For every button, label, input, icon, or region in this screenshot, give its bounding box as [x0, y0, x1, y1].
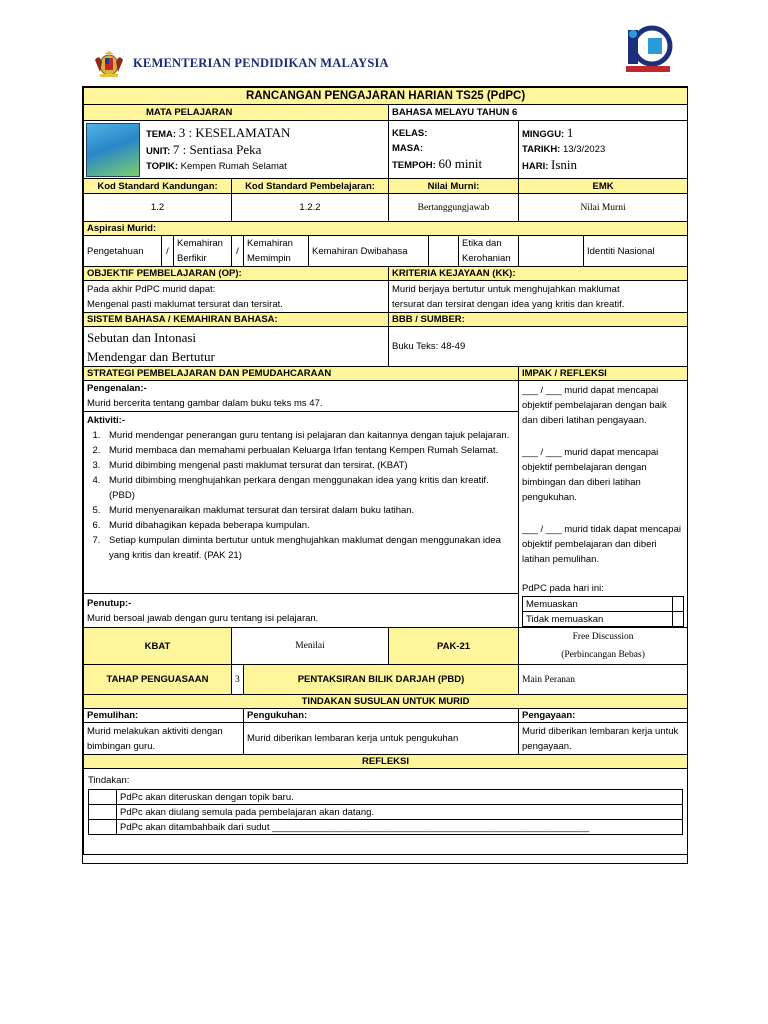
- jata-negara-crest-icon: [92, 50, 126, 78]
- objektif-line-1: Pada akhir PdPC murid dapat:: [87, 283, 216, 295]
- pdpc-rating-table: [522, 596, 684, 627]
- kriteria-content: [389, 281, 688, 313]
- rph-form: [82, 86, 688, 864]
- pemulihan-text: Murid melakukan aktiviti dengan bimbingan guru.: [84, 723, 244, 755]
- ministry-title: KEMENTERIAN PENDIDIKAN MALAYSIA: [133, 56, 389, 70]
- pak21-value: [519, 628, 688, 665]
- hari-label: HARI:: [522, 161, 549, 172]
- tarikh-value: 13/3/2023: [562, 144, 606, 155]
- minggu-tarikh-hari-cell: [519, 121, 688, 179]
- sistem-bahasa-content: [84, 327, 389, 367]
- unit-value: 7 : Sentiasa Peka: [172, 142, 262, 157]
- aspirasi-dwibahasa-mark: [429, 236, 459, 267]
- aktiviti-item: 6. Murid dibahagikan kepada beberapa kumpulan.: [103, 518, 515, 533]
- strategi-header: STRATEGI PEMBELAJARAN DAN PEMUDAHCARAAN: [84, 367, 519, 381]
- aktiviti-label: Aktiviti:-: [87, 415, 125, 426]
- form-title: RANCANGAN PENGAJARAN HARIAN TS25 (PdPC): [84, 88, 688, 105]
- aktiviti-item: 2. Murid membaca dan memahami perbualan Keluarga Irfan tentang Kempen Rumah Selamat.: [103, 443, 515, 458]
- pemulihan-label: Pemulihan:: [84, 709, 244, 723]
- emk-header: EMK: [519, 179, 688, 194]
- kod-standard-kandungan-value: 1.2: [84, 194, 232, 222]
- memuaskan-checkbox[interactable]: [673, 597, 684, 612]
- kbat-label: KBAT: [84, 628, 232, 665]
- aktiviti-item: 5. Murid menyenaraikan maklumat tersurat dan tersirat dalam buku latihan.: [103, 503, 515, 518]
- aspirasi-kemahiran-dwibahasa: Kemahiran Dwibahasa: [309, 236, 429, 267]
- refleksi-options-table: [88, 789, 683, 835]
- pak21-value-line-2: (Perbincangan Bebas): [561, 650, 645, 660]
- aspirasi-etika-kerohanian: Etika dan Kerohanian: [459, 236, 519, 267]
- ts25-logo-icon: [622, 24, 674, 76]
- tema-label: TEMA:: [146, 129, 177, 140]
- textbook-cover-image: [86, 123, 140, 177]
- memuaskan-label: Memuaskan: [523, 597, 673, 612]
- tempoh-label: TEMPOH:: [392, 160, 436, 171]
- impak-cell: [519, 381, 688, 628]
- aspirasi-kemahiran-berfikir-mark: /: [232, 236, 244, 267]
- aspirasi-pengetahuan-mark: /: [162, 236, 174, 267]
- sistem-bahasa-line-1: Sebutan dan Intonasi: [87, 329, 197, 345]
- refleksi-checkbox[interactable]: [89, 820, 117, 835]
- sistem-bahasa-header: SISTEM BAHASA / KEMAHIRAN BAHASA:: [84, 313, 389, 327]
- tidak-memuaskan-checkbox[interactable]: [673, 612, 684, 627]
- refleksi-checkbox[interactable]: [89, 790, 117, 805]
- hari-value: Isnin: [551, 157, 578, 172]
- refleksi-checkbox[interactable]: [89, 805, 117, 820]
- impak-pengukuhan: ___ / ___ murid dapat mencapai objektif pembelajaran dengan bimbingan dan diberi latihan pengukuhan.: [522, 447, 659, 503]
- unit-label: UNIT:: [146, 146, 171, 157]
- pengukuhan-label: Pengukuhan:: [244, 709, 519, 723]
- refleksi-option: PdPc akan diteruskan dengan topik baru.: [117, 790, 683, 805]
- aktiviti-cell: [84, 412, 519, 594]
- pengayaan-label: Pengayaan:: [519, 709, 688, 723]
- aspirasi-pengetahuan: Pengetahuan: [84, 236, 162, 267]
- tindakan-label: Tindakan:: [88, 775, 130, 786]
- topik-value: Kempen Rumah Selamat: [180, 161, 287, 172]
- bbb-sumber-header: BBB / SUMBER:: [389, 313, 688, 327]
- kod-standard-pembelajaran-header: Kod Standard Pembelajaran:: [232, 179, 389, 194]
- objektif-header: OBJEKTIF PEMBELAJARAN (OP):: [84, 267, 389, 281]
- pdpc-hari-ini-label: PdPC pada hari ini:: [522, 583, 604, 594]
- tindakan-susulan-header: TINDAKAN SUSULAN UNTUK MURID: [84, 695, 688, 709]
- masa-label: MASA:: [392, 143, 424, 154]
- mata-pelajaran-label: MATA PELAJARAN: [84, 105, 389, 121]
- kriteria-line-1: Murid berjaya bertutur untuk menghujahkan maklumat: [392, 283, 620, 295]
- subject-name: BAHASA MELAYU TAHUN 6: [389, 105, 688, 121]
- pengenalan-cell: [84, 381, 519, 412]
- pengukuhan-text: Murid diberikan lembaran kerja untuk pengukuhan: [244, 723, 519, 755]
- pengenalan-text: Murid bercerita tentang gambar dalam buku teks ms 47.: [87, 398, 323, 409]
- kelas-masa-tempoh-cell: [389, 121, 519, 179]
- minggu-value: 1: [566, 125, 574, 140]
- kod-standard-kandungan-header: Kod Standard Kandungan:: [84, 179, 232, 194]
- pbd-label: PENTAKSIRAN BILIK DARJAH (PBD): [244, 665, 519, 695]
- refleksi-option: PdPc akan ditambahbaik dari sudut ____________________________________________________________: [117, 820, 683, 835]
- aktiviti-item: 7. Setiap kumpulan diminta bertutur untuk menghujahkan maklumat dengan menggunakan idea yang kritis dan kreatif. (PAK 21): [103, 533, 515, 563]
- pak21-label: PAK-21: [389, 628, 519, 665]
- kelas-label: KELAS:: [392, 128, 428, 139]
- tahap-penguasaan-value: 3: [232, 665, 244, 695]
- kod-standard-pembelajaran-value: 1.2.2: [232, 194, 389, 222]
- refleksi-cell: [84, 769, 688, 855]
- penutup-label: Penutup:-: [87, 597, 132, 609]
- sistem-bahasa-line-2: Mendengar dan Bertutur: [87, 348, 215, 364]
- rph-table: [83, 87, 688, 855]
- tema-value: 3 : KESELAMATAN: [178, 125, 291, 140]
- aspirasi-etika-mark: [519, 236, 584, 267]
- aspirasi-murid-header: Aspirasi Murid:: [84, 222, 688, 236]
- aktiviti-list: [87, 428, 515, 563]
- nilai-murni-value: Bertanggungjawab: [389, 194, 519, 222]
- tidak-memuaskan-label: Tidak memuaskan: [523, 612, 673, 627]
- objektif-line-2: Mengenal pasti maklumat tersurat dan tersirat.: [87, 298, 283, 310]
- refleksi-header: REFLEKSI: [84, 755, 688, 769]
- topik-label: TOPIK:: [146, 161, 179, 172]
- penutup-cell: [84, 594, 519, 628]
- tahap-penguasaan-label: TAHAP PENGUASAAN: [84, 665, 232, 695]
- pak21-value-line-1: Free Discussion: [572, 632, 634, 642]
- minggu-label: MINGGU:: [522, 129, 565, 140]
- pengayaan-text: Murid diberikan lembaran kerja untuk pengayaan.: [519, 723, 688, 755]
- refleksi-option: PdPc akan diulang semula pada pembelajaran akan datang.: [117, 805, 683, 820]
- tempoh-value: 60 minit: [438, 156, 483, 171]
- tarikh-label: TARIKH:: [522, 144, 561, 155]
- impak-pemulihan: ___ / ___ murid tidak dapat mencapai objektif pembelajaran dan diberi latihan pemulihan.: [522, 524, 681, 565]
- kbat-value: Menilai: [232, 628, 389, 665]
- penutup-text: Murid bersoal jawab dengan guru tentang isi pelajaran.: [87, 612, 319, 624]
- impak-pengayaan: ___ / ___ murid dapat mencapai objektif pembelajaran dengan baik dan diberi latihan pengayaan.: [522, 385, 667, 426]
- nilai-murni-header: Nilai Murni:: [389, 179, 519, 194]
- aspirasi-identiti-nasional: Identiti Nasional: [584, 236, 688, 267]
- emk-value: Nilai Murni: [519, 194, 688, 222]
- pengenalan-label: Pengenalan:-: [87, 383, 147, 394]
- aktiviti-item: 3. Murid dibimbing mengenal pasti maklumat tersurat dan tersirat. (KBAT): [103, 458, 515, 473]
- kriteria-kejayaan-header: KRITERIA KEJAYAAN (KK):: [389, 267, 688, 281]
- aspirasi-kemahiran-berfikir: Kemahiran Berfikir: [174, 236, 232, 267]
- kriteria-line-2: tersurat dan tersirat dengan idea yang kritis dan kreatif.: [392, 298, 625, 310]
- objektif-content: [84, 281, 389, 313]
- impak-refleksi-header: IMPAK / REFLEKSI: [519, 367, 688, 381]
- bbb-sumber-content: Buku Teks: 48-49: [389, 327, 688, 367]
- tema-unit-topik-cell: [84, 121, 389, 179]
- pbd-value: Main Peranan: [519, 665, 688, 695]
- aktiviti-item: 4. Murid dibimbing menghujahkan perkara dengan menggunakan idea yang kritis dan kreatif. (PBD): [103, 473, 515, 503]
- aspirasi-kemahiran-memimpin: Kemahiran Memimpin: [244, 236, 309, 267]
- aktiviti-item: 1. Murid mendengar penerangan guru tentang isi pelajaran dan kaitannya dengan tajuk pelajaran.: [103, 428, 515, 443]
